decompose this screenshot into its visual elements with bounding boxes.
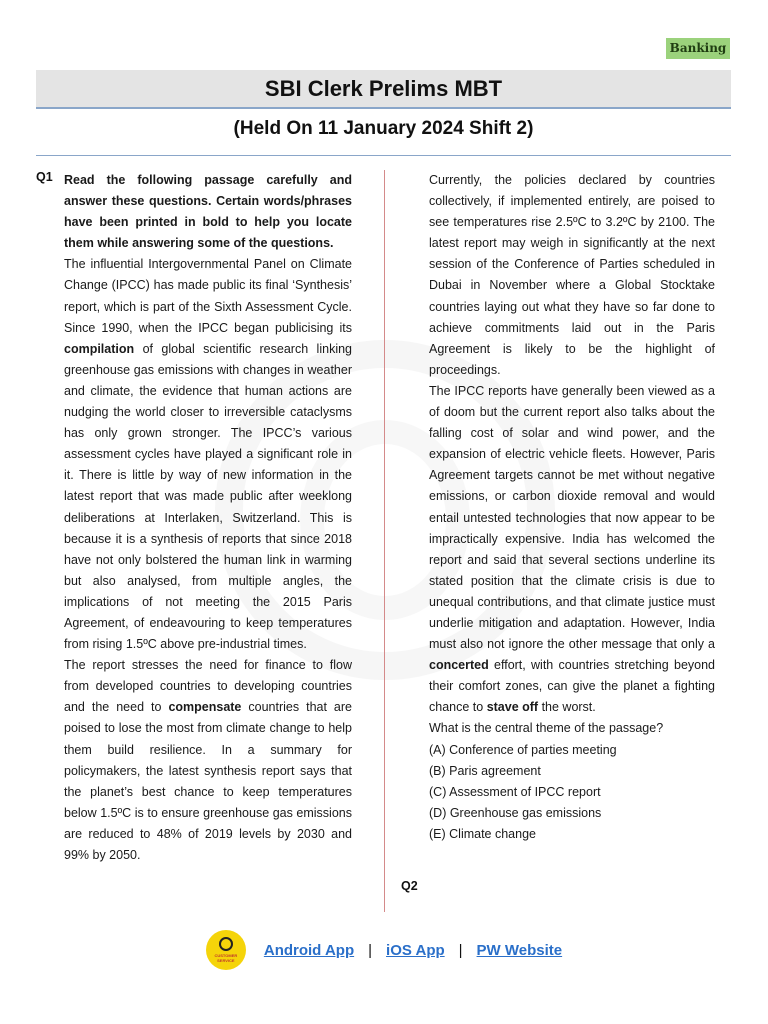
passage-paragraph-2 <box>64 655 352 866</box>
customer-service-label: CUSTOMER SERVICE <box>214 953 238 963</box>
passage-column-left <box>64 170 352 866</box>
customer-service-icon[interactable] <box>206 930 246 970</box>
category-badge: Banking <box>666 38 730 59</box>
passage-text: The IPCC reports have generally been viewed as a of doom but the current report also talks about the falling cost of solar and wind power, and the expansion of electric vehicle fleets. However, Paris Agreement targets cannot be met without negative emissions, or carbon dioxide removal and would entail untested technologies that now appear to be impractically expensive. India has welcomed the report and said that several sections underline its stated position that the climate crisis is due to unequal contributions, and that climate justice must underlie mitigation and adaptation. However, India must also not ignore the other message that only a <box>429 383 715 652</box>
option-d[interactable]: (D) Greenhouse gas emissions <box>429 805 602 820</box>
header-divider <box>36 155 731 156</box>
question-number-q2: Q2 <box>401 879 418 893</box>
headset-icon <box>219 937 233 951</box>
footer-links <box>0 928 768 972</box>
passage-text: effort, with countries stretching beyond their comfort zones, can give the planet a fighting chance to <box>429 658 715 715</box>
passage-paragraph-3: Currently, the policies declared by countries collectively, if implemented entirely, are poised to see temperatures rise 2.5ºC to 3.2ºC by 2100. The latest report may weigh in significantly at the next session of the Conference of Parties scheduled in Dubai in November where a Global Stocktake countries laying out what they have so far done to achieve commitments laid out in the Paris Agreement is likely to be the highlight of proceedings. <box>429 173 715 377</box>
question-text: What is the central theme of the passage? <box>429 721 664 736</box>
column-divider <box>384 170 385 912</box>
question-number-q1: Q1 <box>36 170 53 184</box>
option-a[interactable]: (A) Conference of parties meeting <box>429 742 617 757</box>
passage-text: of global scientific research linking greenhouse gas emissions with changes in weather and climate, the evidence that human actions are nudging the world closer to irreversible cataclysms has only grown stronger. The IPCC’s various assessment cycles have played a significant role in it. There is little by way of new information in the latest report that was made public after weeklong deliberations at Interlaken, Switzerland. This is because it is a synthesis of reports that since 2018 have not only bolstered the human link in warming but also analysed, from multiple angles, the implications of not meeting the 2015 Paris Agreement, of endeavouring to keep temperatures from rising 1.5ºC above pre-industrial times. <box>64 341 352 652</box>
option-e[interactable]: (E) Climate change <box>429 826 536 841</box>
passage-paragraph-1 <box>64 254 352 655</box>
page-subtitle: (Held On 11 January 2024 Shift 2) <box>233 118 534 139</box>
passage-text: The influential Intergovernmental Panel on Climate Change (IPCC) has made public its final ‘Synthesis’ report, which is part of the Sixth Assessment Cycle. Since 1990, when the IPCC began publicising its <box>64 257 352 335</box>
options-list <box>429 740 715 845</box>
bold-word: concerted <box>429 658 489 673</box>
ios-app-link[interactable]: iOS App <box>386 941 445 959</box>
instruction-text: Read the following passage carefully and answer these questions. Certain words/phrases have been printed in bold to help you locate them while answering some of the questions. <box>64 173 352 251</box>
passage-text: The report stresses the need for finance to flow from developed countries to developing countries and the need to <box>64 658 352 715</box>
bold-word: stave off <box>486 700 539 715</box>
passage-text: countries that are poised to lose the most from climate change to help them build resilience. In a summary for policymakers, the latest synthesis report says that the planet’s best chance to keep temperatures below 1.5ºC is to ensure greenhouse gas emissions are reduced to 48% of 2019 levels by 2030 and 99% by 2050. <box>64 700 352 862</box>
bold-word: compilation <box>64 341 135 356</box>
android-app-link[interactable]: Android App <box>263 941 355 959</box>
footer-separator: | <box>368 941 373 959</box>
bold-word: compensate <box>168 700 242 715</box>
page-title: SBI Clerk Prelims MBT <box>36 70 731 109</box>
footer-separator: | <box>458 941 463 959</box>
passage-text: the worst. <box>538 700 596 715</box>
passage-paragraph-4 <box>429 381 715 719</box>
pw-website-link[interactable]: PW Website <box>476 941 563 959</box>
passage-column-right <box>429 170 715 845</box>
option-c[interactable]: (C) Assessment of IPCC report <box>429 784 601 799</box>
option-b[interactable]: (B) Paris agreement <box>429 763 541 778</box>
